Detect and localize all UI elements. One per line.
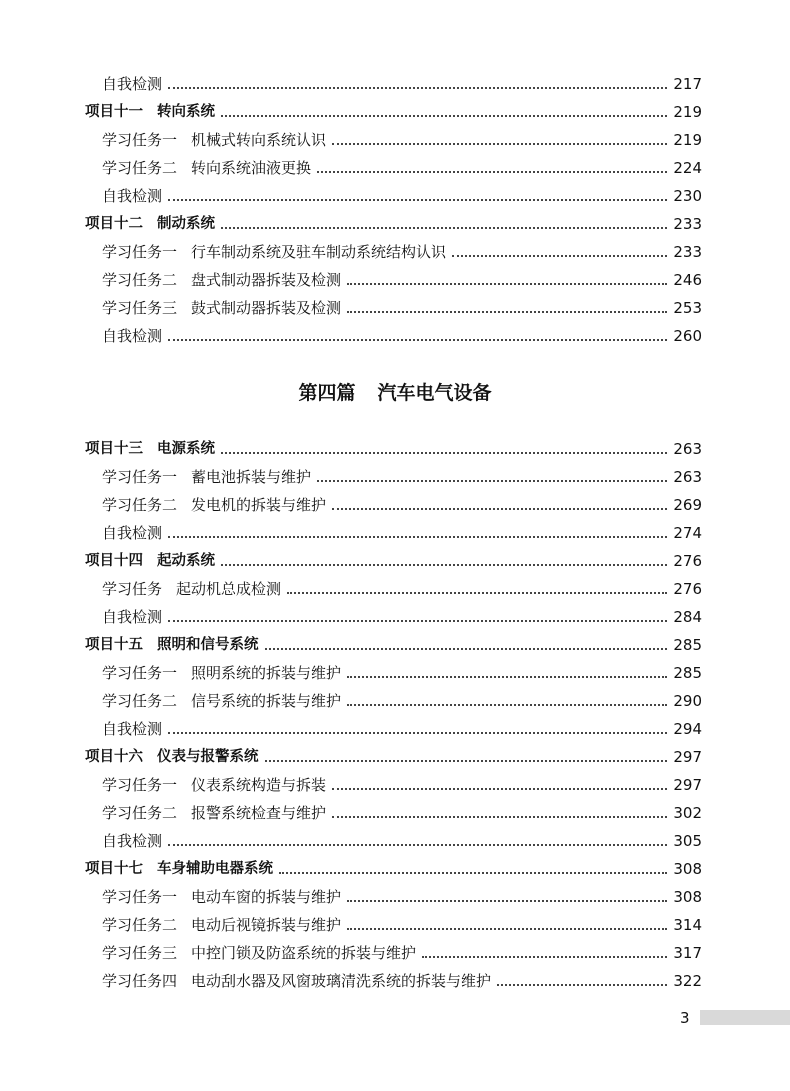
toc-entry-title [102, 719, 162, 739]
toc-entry-name: 发电机的拆装与维护 [191, 496, 327, 514]
toc-page-number: 276 [673, 580, 702, 598]
toc-page-number: 233 [673, 243, 702, 261]
toc-row-project[interactable] [85, 549, 702, 571]
toc-entry-number: 项目十一 [85, 104, 143, 120]
toc-row-project[interactable] [85, 212, 702, 234]
toc-row-task[interactable] [102, 156, 702, 178]
toc-page-number: 217 [673, 75, 702, 93]
toc-entry-title [102, 186, 162, 206]
toc-entry-title [102, 803, 326, 823]
footer-bar [700, 1010, 790, 1025]
toc-entry-name: 电动后视镜拆装与维护 [191, 916, 342, 934]
toc-entry-name: 蓄电池拆装与维护 [191, 468, 312, 486]
dot-leader [221, 452, 667, 454]
toc-entry-title [85, 439, 215, 459]
dot-leader [452, 255, 667, 257]
toc-page-number: 260 [673, 327, 702, 345]
toc-row-self[interactable] [102, 829, 702, 851]
toc-page-number: 274 [673, 524, 702, 542]
toc-entry-title [102, 158, 311, 178]
toc-row-task[interactable] [102, 296, 702, 318]
toc-entry-title [102, 242, 446, 262]
toc-page-number: 285 [673, 664, 702, 682]
dot-leader [347, 900, 667, 902]
toc-row-self[interactable] [102, 184, 702, 206]
toc-entry-number: 学习任务一 [102, 468, 178, 486]
toc-self-check-label: 自我检测 [102, 75, 163, 93]
dot-leader [168, 536, 667, 538]
toc-entry-title [102, 607, 162, 627]
dot-leader [347, 704, 667, 706]
toc-page-number: 322 [673, 972, 702, 990]
toc-entry-title [85, 859, 273, 879]
toc-page-number: 233 [673, 215, 702, 233]
part-title: 汽车电气设备 [377, 382, 492, 404]
dot-leader [168, 199, 667, 201]
toc-entry-name: 转向系统油液更换 [191, 159, 312, 177]
toc-entry-title [102, 495, 326, 515]
dot-leader [168, 339, 667, 341]
toc-entry-name: 仪表与报警系统 [157, 749, 259, 765]
toc-entry-number: 学习任务四 [102, 972, 178, 990]
toc-entry-title [85, 551, 215, 571]
toc-entry-name: 起动系统 [157, 553, 215, 569]
dot-leader [497, 984, 667, 986]
toc-row-project[interactable] [85, 100, 702, 122]
toc-page-number: 284 [673, 608, 702, 626]
toc-row-self[interactable] [102, 72, 702, 94]
toc-entry-title [102, 887, 341, 907]
toc-page-number: 219 [673, 103, 702, 121]
toc-entry-name: 信号系统的拆装与维护 [191, 692, 342, 710]
toc-page-number: 302 [673, 804, 702, 822]
toc-row-task[interactable] [102, 885, 702, 907]
toc-entry-number: 学习任务一 [102, 243, 178, 261]
toc-entry-name: 照明系统的拆装与维护 [191, 664, 342, 682]
toc-row-self[interactable] [102, 717, 702, 739]
toc-page-number: 308 [673, 888, 702, 906]
toc-entry-number: 学习任务一 [102, 888, 178, 906]
toc-row-task[interactable] [102, 689, 702, 711]
toc-entry-number: 学习任务二 [102, 692, 178, 710]
toc-entry-name: 仪表系统构造与拆装 [191, 776, 327, 794]
toc-entry-title [85, 635, 259, 655]
toc-entry-title [102, 467, 311, 487]
toc-page-number: 297 [673, 776, 702, 794]
dot-leader [265, 648, 668, 650]
toc-entry-name: 机械式转向系统认识 [191, 131, 327, 149]
dot-leader [279, 872, 667, 874]
toc-page-number: 305 [673, 832, 702, 850]
toc-page-number: 246 [673, 271, 702, 289]
toc-entry-title [85, 214, 215, 234]
toc-entry-title [102, 943, 416, 963]
toc-entry-number: 学习任务二 [102, 916, 178, 934]
dot-leader [332, 508, 667, 510]
toc-page-number: 290 [673, 692, 702, 710]
toc-entry-name: 电动刮水器及风窗玻璃清洗系统的拆装与维护 [191, 972, 492, 990]
toc-page-number: 297 [673, 748, 702, 766]
toc-entry-name: 盘式制动器拆装及检测 [191, 271, 342, 289]
toc-row-self[interactable] [102, 324, 702, 346]
dot-leader [168, 732, 667, 734]
dot-leader [168, 87, 667, 89]
toc-page-number: 263 [673, 468, 702, 486]
toc-entry-title [102, 831, 162, 851]
toc-entry-number: 学习任务二 [102, 496, 178, 514]
toc-entry-number: 项目十六 [85, 749, 143, 765]
toc-page-number: 308 [673, 860, 702, 878]
dot-leader [265, 760, 668, 762]
toc-page-number: 317 [673, 944, 702, 962]
toc-entry-name: 转向系统 [157, 104, 215, 120]
toc-entry-title [102, 74, 162, 94]
toc-page-number: 314 [673, 916, 702, 934]
toc-self-check-label: 自我检测 [102, 608, 163, 626]
toc-row-task[interactable] [102, 913, 702, 935]
toc-self-check-label: 自我检测 [102, 327, 163, 345]
dot-leader [168, 620, 667, 622]
dot-leader [221, 227, 667, 229]
dot-leader [287, 592, 667, 594]
toc-entry-title [102, 326, 162, 346]
toc-entry-name: 起动机总成检测 [176, 580, 282, 598]
toc-entry-name: 鼓式制动器拆装及检测 [191, 299, 342, 317]
toc-self-check-label: 自我检测 [102, 720, 163, 738]
toc-row-task[interactable] [102, 577, 702, 599]
toc-entry-title [85, 102, 215, 122]
toc-row-self[interactable] [102, 605, 702, 627]
toc-entry-title [102, 523, 162, 543]
toc-entry-number: 项目十二 [85, 216, 143, 232]
toc-entry-name: 电动车窗的拆装与维护 [191, 888, 342, 906]
page-number: 3 [680, 1009, 690, 1027]
toc-entry-title [102, 270, 341, 290]
dot-leader [221, 115, 667, 117]
toc-self-check-label: 自我检测 [102, 832, 163, 850]
dot-leader [168, 844, 667, 846]
toc-row-task[interactable] [102, 128, 702, 150]
dot-leader [347, 928, 667, 930]
toc-entry-title [102, 691, 341, 711]
toc-page-number: 253 [673, 299, 702, 317]
toc-page-number: 224 [673, 159, 702, 177]
toc-row-task[interactable] [102, 661, 702, 683]
toc-entry-number: 学习任务一 [102, 776, 178, 794]
dot-leader [332, 143, 667, 145]
toc-entry-name: 中控门锁及防盗系统的拆装与维护 [191, 944, 417, 962]
toc-row-project[interactable] [85, 745, 702, 767]
toc-page-number: 269 [673, 496, 702, 514]
toc-self-check-label: 自我检测 [102, 524, 163, 542]
toc-entry-number: 学习任务二 [102, 159, 178, 177]
toc-page-number: 285 [673, 636, 702, 654]
toc-entry-name: 行车制动系统及驻车制动系统结构认识 [191, 243, 447, 261]
toc-row-task[interactable] [102, 941, 702, 963]
toc-entry-title [85, 747, 259, 767]
toc-entry-number: 学习任务二 [102, 804, 178, 822]
toc-entry-number: 学习任务一 [102, 131, 178, 149]
toc-page-number: 263 [673, 440, 702, 458]
toc-row-project[interactable] [85, 437, 702, 459]
toc-entry-number: 学习任务三 [102, 944, 178, 962]
toc-entry-number: 学习任务 [102, 580, 163, 598]
part-heading [0, 378, 790, 408]
toc-entry-name: 制动系统 [157, 216, 215, 232]
toc-entry-title [102, 971, 491, 991]
toc-self-check-label: 自我检测 [102, 187, 163, 205]
toc-entry-name: 电源系统 [157, 441, 215, 457]
toc-row-task[interactable] [102, 773, 702, 795]
toc-entry-title [102, 915, 341, 935]
toc-entry-title [102, 579, 281, 599]
toc-entry-number: 学习任务一 [102, 664, 178, 682]
toc-row-task[interactable] [102, 493, 702, 515]
toc-row-project[interactable] [85, 633, 702, 655]
toc-row-task[interactable] [102, 465, 702, 487]
toc-row-task[interactable] [102, 240, 702, 262]
dot-leader [332, 788, 667, 790]
toc-row-task[interactable] [102, 268, 702, 290]
dot-leader [332, 816, 667, 818]
part-number: 第四篇 [298, 382, 356, 404]
dot-leader [317, 171, 667, 173]
dot-leader [347, 676, 667, 678]
toc-page-number: 230 [673, 187, 702, 205]
toc-row-self[interactable] [102, 521, 702, 543]
toc-entry-number: 学习任务二 [102, 271, 178, 289]
toc-entry-title [102, 130, 326, 150]
dot-leader [347, 311, 667, 313]
toc-row-task[interactable] [102, 969, 702, 991]
toc-entry-name: 报警系统检查与维护 [191, 804, 327, 822]
toc-page-number: 294 [673, 720, 702, 738]
toc-entry-number: 项目十四 [85, 553, 143, 569]
toc-entry-number: 项目十五 [85, 637, 143, 653]
toc-entry-name: 照明和信号系统 [157, 637, 259, 653]
toc-row-project[interactable] [85, 857, 702, 879]
toc-entry-number: 学习任务三 [102, 299, 178, 317]
dot-leader [317, 480, 667, 482]
toc-entry-title [102, 775, 326, 795]
toc-entry-number: 项目十三 [85, 441, 143, 457]
toc-entry-number: 项目十七 [85, 861, 143, 877]
toc-entry-title [102, 663, 341, 683]
toc-entry-title [102, 298, 341, 318]
toc-page-number: 276 [673, 552, 702, 570]
dot-leader [347, 283, 667, 285]
toc-row-task[interactable] [102, 801, 702, 823]
toc-page-number: 219 [673, 131, 702, 149]
dot-leader [221, 564, 667, 566]
dot-leader [422, 956, 667, 958]
toc-entry-name: 车身辅助电器系统 [157, 861, 273, 877]
